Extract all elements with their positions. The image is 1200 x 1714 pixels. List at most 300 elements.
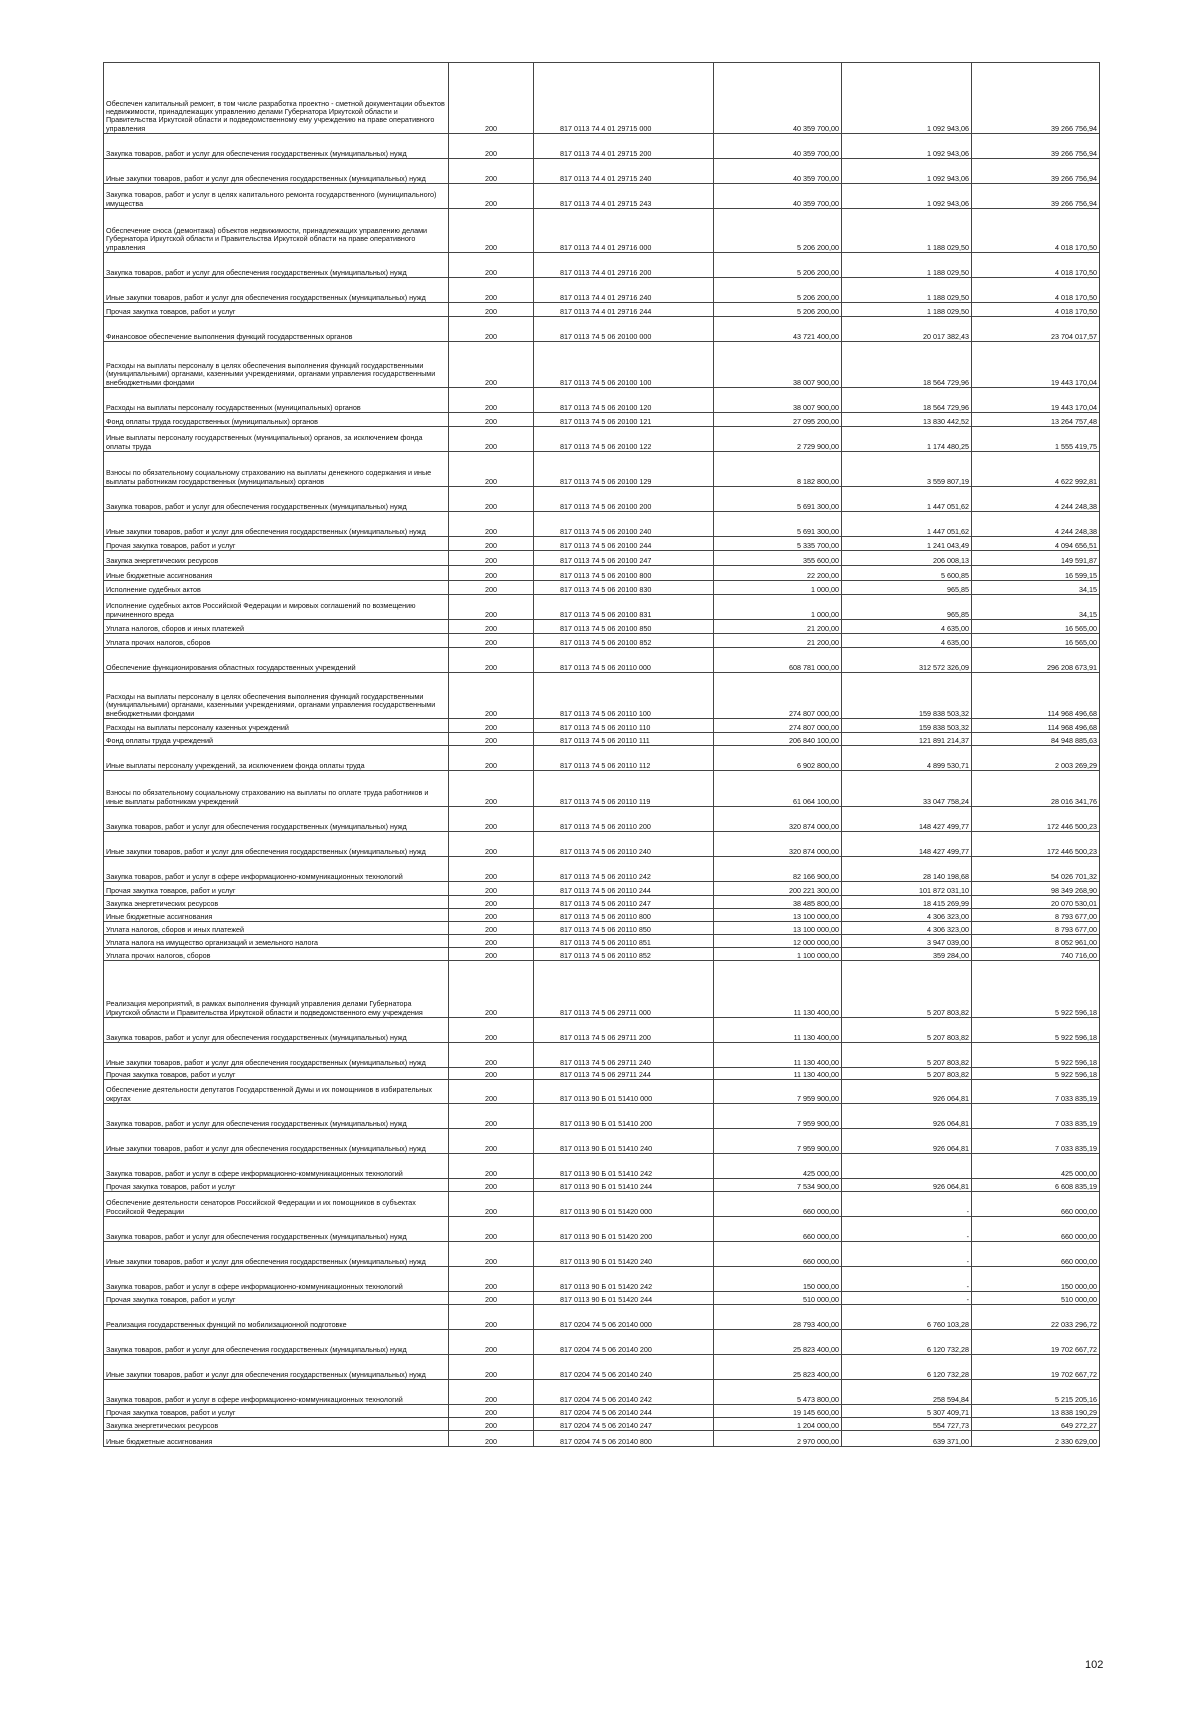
row-kbk: 817 0113 74 5 06 20100 800 xyxy=(534,566,714,581)
table-row xyxy=(104,1192,1100,1217)
row-remaining: 172 446 500,23 xyxy=(972,832,1100,857)
table-row xyxy=(104,948,1100,961)
row-remaining: 2 003 269,29 xyxy=(972,746,1100,771)
row-name: Исполнение судебных актов xyxy=(104,581,449,595)
row-code: 200 xyxy=(449,253,534,278)
row-approved: 150 000,00 xyxy=(714,1267,842,1292)
table-row xyxy=(104,1418,1100,1431)
row-name: Закупка товаров, работ и услуг в сфере информационно-коммуникационных технологий xyxy=(104,857,449,882)
row-remaining: 660 000,00 xyxy=(972,1217,1100,1242)
row-approved: 61 064 100,00 xyxy=(714,771,842,807)
row-executed: 1 092 943,06 xyxy=(842,63,972,134)
table-row xyxy=(104,1330,1100,1355)
row-remaining: 649 272,27 xyxy=(972,1418,1100,1431)
row-code: 200 xyxy=(449,1292,534,1305)
row-kbk: 817 0113 74 5 06 20110 242 xyxy=(534,857,714,882)
row-remaining: 2 330 629,00 xyxy=(972,1431,1100,1447)
row-code: 200 xyxy=(449,159,534,184)
row-code: 200 xyxy=(449,1080,534,1104)
row-approved: 22 200,00 xyxy=(714,566,842,581)
table-row xyxy=(104,922,1100,935)
row-name: Закупка товаров, работ и услуг для обеспечения государственных (муниципальных) нужд xyxy=(104,1217,449,1242)
row-approved: 12 000 000,00 xyxy=(714,935,842,948)
row-executed: 4 306 323,00 xyxy=(842,909,972,922)
table-row xyxy=(104,317,1100,342)
row-code: 200 xyxy=(449,922,534,935)
row-executed: 258 594,84 xyxy=(842,1380,972,1405)
row-approved: 425 000,00 xyxy=(714,1154,842,1179)
row-kbk: 817 0113 74 5 06 20100 831 xyxy=(534,595,714,620)
row-name: Закупка товаров, работ и услуг для обеспечения государственных (муниципальных) нужд xyxy=(104,487,449,512)
row-approved: 274 807 000,00 xyxy=(714,719,842,733)
row-remaining: 22 033 296,72 xyxy=(972,1305,1100,1330)
row-executed: 639 371,00 xyxy=(842,1431,972,1447)
row-name: Иные закупки товаров, работ и услуг для обеспечения государственных (муниципальных) нужд xyxy=(104,512,449,537)
row-remaining: 28 016 341,76 xyxy=(972,771,1100,807)
row-code: 200 xyxy=(449,857,534,882)
row-approved: 5 206 200,00 xyxy=(714,278,842,303)
row-name: Прочая закупка товаров, работ и услуг xyxy=(104,1068,449,1080)
row-executed: 20 017 382,43 xyxy=(842,317,972,342)
row-remaining: 510 000,00 xyxy=(972,1292,1100,1305)
row-executed: 5 207 803,82 xyxy=(842,1043,972,1068)
row-name: Закупка товаров, работ и услуг для обеспечения государственных (муниципальных) нужд xyxy=(104,1104,449,1129)
row-name: Иные закупки товаров, работ и услуг для обеспечения государственных (муниципальных) нужд xyxy=(104,1355,449,1380)
row-remaining: 7 033 835,19 xyxy=(972,1104,1100,1129)
row-remaining: 20 070 530,01 xyxy=(972,896,1100,909)
row-code: 200 xyxy=(449,452,534,487)
table-body xyxy=(104,63,1100,1447)
row-kbk: 817 0113 90 Б 01 51410 240 xyxy=(534,1129,714,1154)
table-row xyxy=(104,1018,1100,1043)
row-name: Иные выплаты персоналу учреждений, за исключением фонда оплаты труда xyxy=(104,746,449,771)
row-name: Закупка товаров, работ и услуг для обеспечения государственных (муниципальных) нужд xyxy=(104,134,449,159)
row-executed: 6 120 732,28 xyxy=(842,1355,972,1380)
row-approved: 5 206 200,00 xyxy=(714,303,842,317)
row-approved: 1 000,00 xyxy=(714,595,842,620)
row-remaining: 4 018 170,50 xyxy=(972,209,1100,253)
row-approved: 25 823 400,00 xyxy=(714,1330,842,1355)
row-kbk: 817 0113 74 5 06 20110 000 xyxy=(534,648,714,673)
row-executed: 926 064,81 xyxy=(842,1104,972,1129)
row-approved: 11 130 400,00 xyxy=(714,1018,842,1043)
row-approved: 28 793 400,00 xyxy=(714,1305,842,1330)
row-remaining: 19 702 667,72 xyxy=(972,1330,1100,1355)
row-remaining: 4 244 248,38 xyxy=(972,512,1100,537)
row-name: Взносы по обязательному социальному страхованию на выплаты по оплате труда работников и иные выплаты работникам учреждений xyxy=(104,771,449,807)
row-code: 200 xyxy=(449,595,534,620)
row-remaining: 19 702 667,72 xyxy=(972,1355,1100,1380)
row-kbk: 817 0204 74 5 06 20140 244 xyxy=(534,1405,714,1418)
row-kbk: 817 0204 74 5 06 20140 242 xyxy=(534,1380,714,1405)
row-executed: 1 188 029,50 xyxy=(842,278,972,303)
row-remaining: 98 349 268,90 xyxy=(972,882,1100,896)
row-code: 200 xyxy=(449,551,534,566)
row-name: Финансовое обеспечение выполнения функций государственных органов xyxy=(104,317,449,342)
row-approved: 43 721 400,00 xyxy=(714,317,842,342)
row-name: Иные бюджетные ассигнования xyxy=(104,566,449,581)
row-kbk: 817 0113 74 5 06 20110 852 xyxy=(534,948,714,961)
row-kbk: 817 0113 90 Б 01 51420 242 xyxy=(534,1267,714,1292)
table-row xyxy=(104,253,1100,278)
row-executed: 33 047 758,24 xyxy=(842,771,972,807)
row-executed: - xyxy=(842,1292,972,1305)
row-kbk: 817 0113 74 5 06 20100 240 xyxy=(534,512,714,537)
row-kbk: 817 0113 74 4 01 29716 244 xyxy=(534,303,714,317)
row-executed: 1 188 029,50 xyxy=(842,253,972,278)
row-kbk: 817 0113 74 5 06 20100 000 xyxy=(534,317,714,342)
row-executed: 18 564 729,96 xyxy=(842,388,972,413)
row-code: 200 xyxy=(449,413,534,427)
row-code: 200 xyxy=(449,807,534,832)
row-executed: 13 830 442,52 xyxy=(842,413,972,427)
row-remaining: 8 793 677,00 xyxy=(972,909,1100,922)
table-row xyxy=(104,961,1100,1018)
row-code: 200 xyxy=(449,1305,534,1330)
row-executed: 5 600,85 xyxy=(842,566,972,581)
row-kbk: 817 0113 74 5 06 20110 800 xyxy=(534,909,714,922)
row-executed: 1 447 051,62 xyxy=(842,487,972,512)
table-row xyxy=(104,1405,1100,1418)
table-row xyxy=(104,342,1100,388)
table-row xyxy=(104,278,1100,303)
table-row xyxy=(104,1380,1100,1405)
row-executed: 5 307 409,71 xyxy=(842,1405,972,1418)
row-kbk: 817 0113 90 Б 01 51420 200 xyxy=(534,1217,714,1242)
row-approved: 206 840 100,00 xyxy=(714,733,842,746)
row-approved: 7 534 900,00 xyxy=(714,1179,842,1192)
row-executed: 1 092 943,06 xyxy=(842,184,972,209)
table-row xyxy=(104,1292,1100,1305)
row-approved: 11 130 400,00 xyxy=(714,1068,842,1080)
table-row xyxy=(104,807,1100,832)
row-code: 200 xyxy=(449,512,534,537)
row-kbk: 817 0204 74 5 06 20140 200 xyxy=(534,1330,714,1355)
row-kbk: 817 0204 74 5 06 20140 240 xyxy=(534,1355,714,1380)
table-row xyxy=(104,1080,1100,1104)
row-executed: 4 306 323,00 xyxy=(842,922,972,935)
row-kbk: 817 0113 74 5 06 20100 244 xyxy=(534,537,714,551)
row-name: Расходы на выплаты персоналу государственных (муниципальных) органов xyxy=(104,388,449,413)
row-name: Закупка товаров, работ и услуг для обеспечения государственных (муниципальных) нужд xyxy=(104,253,449,278)
row-code: 200 xyxy=(449,1129,534,1154)
row-name: Взносы по обязательному социальному страхованию на выплаты денежного содержания и иные выплаты работникам государственных (муниципальных) органов xyxy=(104,452,449,487)
row-remaining: 5 215 205,16 xyxy=(972,1380,1100,1405)
row-code: 200 xyxy=(449,427,534,452)
row-kbk: 817 0113 74 5 06 20100 129 xyxy=(534,452,714,487)
row-remaining: 4 094 656,51 xyxy=(972,537,1100,551)
row-executed: 1 241 043,49 xyxy=(842,537,972,551)
row-remaining: 6 608 835,19 xyxy=(972,1179,1100,1192)
table-row xyxy=(104,63,1100,134)
row-approved: 38 007 900,00 xyxy=(714,342,842,388)
row-approved: 2 729 900,00 xyxy=(714,427,842,452)
row-kbk: 817 0113 74 5 06 20100 100 xyxy=(534,342,714,388)
row-remaining: 4 622 992,81 xyxy=(972,452,1100,487)
row-executed: 4 635,00 xyxy=(842,634,972,648)
row-executed: 4 899 530,71 xyxy=(842,746,972,771)
row-remaining: 39 266 756,94 xyxy=(972,63,1100,134)
table-row xyxy=(104,1068,1100,1080)
row-remaining: 425 000,00 xyxy=(972,1154,1100,1179)
table-row xyxy=(104,935,1100,948)
table-row xyxy=(104,581,1100,595)
row-approved: 660 000,00 xyxy=(714,1192,842,1217)
table-row xyxy=(104,1154,1100,1179)
row-executed: 3 559 807,19 xyxy=(842,452,972,487)
row-approved: 25 823 400,00 xyxy=(714,1355,842,1380)
row-executed: - xyxy=(842,1242,972,1267)
table-row xyxy=(104,512,1100,537)
row-remaining: 39 266 756,94 xyxy=(972,184,1100,209)
row-code: 200 xyxy=(449,832,534,857)
row-approved: 5 206 200,00 xyxy=(714,209,842,253)
row-kbk: 817 0113 74 5 06 20110 200 xyxy=(534,807,714,832)
row-name: Иные бюджетные ассигнования xyxy=(104,909,449,922)
row-code: 200 xyxy=(449,673,534,719)
row-kbk: 817 0113 74 5 06 20110 247 xyxy=(534,896,714,909)
table-row xyxy=(104,427,1100,452)
row-executed: 1 188 029,50 xyxy=(842,209,972,253)
row-kbk: 817 0204 74 5 06 20140 247 xyxy=(534,1418,714,1431)
row-remaining: 150 000,00 xyxy=(972,1267,1100,1292)
row-approved: 13 100 000,00 xyxy=(714,909,842,922)
row-executed: 148 427 499,77 xyxy=(842,807,972,832)
row-kbk: 817 0113 74 4 01 29716 000 xyxy=(534,209,714,253)
row-name: Обеспечение деятельности сенаторов Российской Федерации и их помощников в субъектах Российской Федерации xyxy=(104,1192,449,1217)
row-kbk: 817 0113 74 5 06 20110 100 xyxy=(534,673,714,719)
row-kbk: 817 0113 90 Б 01 51410 242 xyxy=(534,1154,714,1179)
row-name: Уплата налогов, сборов и иных платежей xyxy=(104,620,449,634)
row-approved: 27 095 200,00 xyxy=(714,413,842,427)
row-code: 200 xyxy=(449,648,534,673)
table-row xyxy=(104,1355,1100,1380)
table-row xyxy=(104,771,1100,807)
row-code: 200 xyxy=(449,342,534,388)
row-approved: 660 000,00 xyxy=(714,1217,842,1242)
row-executed: 4 635,00 xyxy=(842,620,972,634)
row-approved: 38 485 800,00 xyxy=(714,896,842,909)
row-approved: 6 902 800,00 xyxy=(714,746,842,771)
row-code: 200 xyxy=(449,733,534,746)
row-executed: 5 207 803,82 xyxy=(842,1018,972,1043)
row-code: 200 xyxy=(449,1179,534,1192)
row-name: Иные выплаты персоналу государственных (муниципальных) органов, за исключением фонда оплаты труда xyxy=(104,427,449,452)
row-kbk: 817 0113 90 Б 01 51410 000 xyxy=(534,1080,714,1104)
row-name: Обеспечен капитальный ремонт, в том числе разработка проектно - сметной документации объектов недвижимости, принадлежащих управлению делами Губернатора Иркутской области и Правительства Иркутской области и подведомственному ему учреждению на праве оперативного управления xyxy=(104,63,449,134)
row-remaining: 1 555 419,75 xyxy=(972,427,1100,452)
row-name: Уплата прочих налогов, сборов xyxy=(104,634,449,648)
row-name: Иные закупки товаров, работ и услуг для обеспечения государственных (муниципальных) нужд xyxy=(104,1043,449,1068)
row-kbk: 817 0113 90 Б 01 51410 244 xyxy=(534,1179,714,1192)
row-executed: 1 447 051,62 xyxy=(842,512,972,537)
row-kbk: 817 0204 74 5 06 20140 000 xyxy=(534,1305,714,1330)
row-approved: 320 874 000,00 xyxy=(714,832,842,857)
row-executed: 121 891 214,37 xyxy=(842,733,972,746)
table-row xyxy=(104,388,1100,413)
table-row xyxy=(104,1217,1100,1242)
row-kbk: 817 0113 74 5 06 20110 850 xyxy=(534,922,714,935)
table-row xyxy=(104,1242,1100,1267)
table-row xyxy=(104,634,1100,648)
row-executed: 6 120 732,28 xyxy=(842,1330,972,1355)
row-executed: 1 092 943,06 xyxy=(842,159,972,184)
row-name: Иные закупки товаров, работ и услуг для обеспечения государственных (муниципальных) нужд xyxy=(104,832,449,857)
row-name: Закупка энергетических ресурсов xyxy=(104,1418,449,1431)
row-executed: 159 838 503,32 xyxy=(842,719,972,733)
row-code: 200 xyxy=(449,1418,534,1431)
row-kbk: 817 0113 74 5 06 29711 244 xyxy=(534,1068,714,1080)
row-approved: 82 166 900,00 xyxy=(714,857,842,882)
row-code: 200 xyxy=(449,63,534,134)
row-name: Расходы на выплаты персоналу в целях обеспечения выполнения функций государственными (муниципальными) органами, казенными учреждениями, органами управления государственными внебюджетными фондами xyxy=(104,673,449,719)
table-row xyxy=(104,620,1100,634)
table-row xyxy=(104,1043,1100,1068)
row-executed: 926 064,81 xyxy=(842,1179,972,1192)
row-code: 200 xyxy=(449,1217,534,1242)
row-code: 200 xyxy=(449,1380,534,1405)
row-kbk: 817 0113 74 5 06 20100 121 xyxy=(534,413,714,427)
row-remaining: 5 922 596,18 xyxy=(972,1043,1100,1068)
row-code: 200 xyxy=(449,1068,534,1080)
row-executed: 159 838 503,32 xyxy=(842,673,972,719)
row-approved: 1 204 000,00 xyxy=(714,1418,842,1431)
row-code: 200 xyxy=(449,1267,534,1292)
row-remaining: 13 264 757,48 xyxy=(972,413,1100,427)
row-approved: 5 691 300,00 xyxy=(714,487,842,512)
row-executed: - xyxy=(842,1267,972,1292)
row-code: 200 xyxy=(449,1192,534,1217)
row-code: 200 xyxy=(449,581,534,595)
row-remaining: 5 922 596,18 xyxy=(972,1068,1100,1080)
row-approved: 660 000,00 xyxy=(714,1242,842,1267)
row-remaining: 7 033 835,19 xyxy=(972,1080,1100,1104)
row-executed: 5 207 803,82 xyxy=(842,1068,972,1080)
table-row xyxy=(104,209,1100,253)
row-remaining: 39 266 756,94 xyxy=(972,134,1100,159)
row-executed: 926 064,81 xyxy=(842,1129,972,1154)
table-row xyxy=(104,1179,1100,1192)
table-row xyxy=(104,1129,1100,1154)
row-name: Прочая закупка товаров, работ и услуг xyxy=(104,1292,449,1305)
table-row xyxy=(104,733,1100,746)
row-code: 200 xyxy=(449,620,534,634)
row-name: Прочая закупка товаров, работ и услуг xyxy=(104,1405,449,1418)
row-name: Реализация мероприятий, в рамках выполнения функций управления делами Губернатора Иркутской области и Правительства Иркутской области и подведомственного ему учреждения xyxy=(104,961,449,1018)
row-executed: 965,85 xyxy=(842,581,972,595)
row-kbk: 817 0113 74 4 01 29715 200 xyxy=(534,134,714,159)
row-name: Иные закупки товаров, работ и услуг для обеспечения государственных (муниципальных) нужд xyxy=(104,1242,449,1267)
row-kbk: 817 0113 90 Б 01 51420 244 xyxy=(534,1292,714,1305)
row-remaining: 5 922 596,18 xyxy=(972,961,1100,1018)
row-code: 200 xyxy=(449,1431,534,1447)
row-executed: 28 140 198,68 xyxy=(842,857,972,882)
row-executed: - xyxy=(842,1192,972,1217)
row-name: Расходы на выплаты персоналу казенных учреждений xyxy=(104,719,449,733)
row-name: Закупка энергетических ресурсов xyxy=(104,896,449,909)
table-row xyxy=(104,303,1100,317)
row-code: 200 xyxy=(449,948,534,961)
row-name: Прочая закупка товаров, работ и услуг xyxy=(104,882,449,896)
row-remaining: 5 922 596,18 xyxy=(972,1018,1100,1043)
row-kbk: 817 0113 74 5 06 20100 247 xyxy=(534,551,714,566)
row-name: Закупка энергетических ресурсов xyxy=(104,551,449,566)
row-approved: 40 359 700,00 xyxy=(714,63,842,134)
row-kbk: 817 0113 90 Б 01 51420 000 xyxy=(534,1192,714,1217)
table-row xyxy=(104,857,1100,882)
row-approved: 5 473 800,00 xyxy=(714,1380,842,1405)
row-remaining: 114 968 496,68 xyxy=(972,719,1100,733)
row-executed: 101 872 031,10 xyxy=(842,882,972,896)
row-executed: 18 564 729,96 xyxy=(842,342,972,388)
row-approved: 19 145 600,00 xyxy=(714,1405,842,1418)
row-executed: 148 427 499,77 xyxy=(842,832,972,857)
row-remaining: 19 443 170,04 xyxy=(972,342,1100,388)
row-name: Закупка товаров, работ и услуг для обеспечения государственных (муниципальных) нужд xyxy=(104,1330,449,1355)
row-remaining: 4 018 170,50 xyxy=(972,278,1100,303)
row-approved: 21 200,00 xyxy=(714,634,842,648)
table-row xyxy=(104,537,1100,551)
row-kbk: 817 0113 74 5 06 20110 851 xyxy=(534,935,714,948)
table-row xyxy=(104,909,1100,922)
row-code: 200 xyxy=(449,746,534,771)
row-code: 200 xyxy=(449,1355,534,1380)
row-remaining: 7 033 835,19 xyxy=(972,1129,1100,1154)
row-name: Закупка товаров, работ и услуг в сфере информационно-коммуникационных технологий xyxy=(104,1154,449,1179)
row-name: Уплата прочих налогов, сборов xyxy=(104,948,449,961)
row-executed: 6 760 103,28 xyxy=(842,1305,972,1330)
row-executed: 965,85 xyxy=(842,595,972,620)
row-name: Уплата налогов, сборов и иных платежей xyxy=(104,922,449,935)
row-remaining: 19 443 170,04 xyxy=(972,388,1100,413)
row-kbk: 817 0113 74 5 06 20100 122 xyxy=(534,427,714,452)
table-row xyxy=(104,719,1100,733)
row-kbk: 817 0113 74 5 06 20110 119 xyxy=(534,771,714,807)
row-name: Фонд оплаты труда государственных (муниципальных) органов xyxy=(104,413,449,427)
row-name: Обеспечение функционирования областных государственных учреждений xyxy=(104,648,449,673)
row-executed xyxy=(842,1154,972,1179)
row-name: Закупка товаров, работ и услуг для обеспечения государственных (муниципальных) нужд xyxy=(104,807,449,832)
row-code: 200 xyxy=(449,1154,534,1179)
row-remaining: 84 948 885,63 xyxy=(972,733,1100,746)
page-number: 102 xyxy=(1085,1659,1104,1671)
row-approved: 13 100 000,00 xyxy=(714,922,842,935)
row-kbk: 817 0113 74 5 06 20110 110 xyxy=(534,719,714,733)
row-approved: 5 206 200,00 xyxy=(714,253,842,278)
row-name: Закупка товаров, работ и услуг в целях капитального ремонта государственного (муниципального) имущества xyxy=(104,184,449,209)
table-row xyxy=(104,487,1100,512)
row-name: Прочая закупка товаров, работ и услуг xyxy=(104,1179,449,1192)
row-approved: 320 874 000,00 xyxy=(714,807,842,832)
row-name: Иные закупки товаров, работ и услуг для обеспечения государственных (муниципальных) нужд xyxy=(104,159,449,184)
row-code: 200 xyxy=(449,209,534,253)
row-approved: 11 130 400,00 xyxy=(714,961,842,1018)
row-remaining: 39 266 756,94 xyxy=(972,159,1100,184)
row-name: Закупка товаров, работ и услуг в сфере информационно-коммуникационных технологий xyxy=(104,1380,449,1405)
row-executed: 1 188 029,50 xyxy=(842,303,972,317)
row-name: Иные бюджетные ассигнования xyxy=(104,1431,449,1447)
row-approved: 2 970 000,00 xyxy=(714,1431,842,1447)
row-kbk: 817 0204 74 5 06 20140 800 xyxy=(534,1431,714,1447)
row-code: 200 xyxy=(449,278,534,303)
row-remaining: 114 968 496,68 xyxy=(972,673,1100,719)
row-remaining: 16 565,00 xyxy=(972,634,1100,648)
row-code: 200 xyxy=(449,317,534,342)
row-approved: 7 959 900,00 xyxy=(714,1104,842,1129)
row-kbk: 817 0113 74 5 06 20110 111 xyxy=(534,733,714,746)
row-name: Фонд оплаты труда учреждений xyxy=(104,733,449,746)
row-code: 200 xyxy=(449,719,534,733)
